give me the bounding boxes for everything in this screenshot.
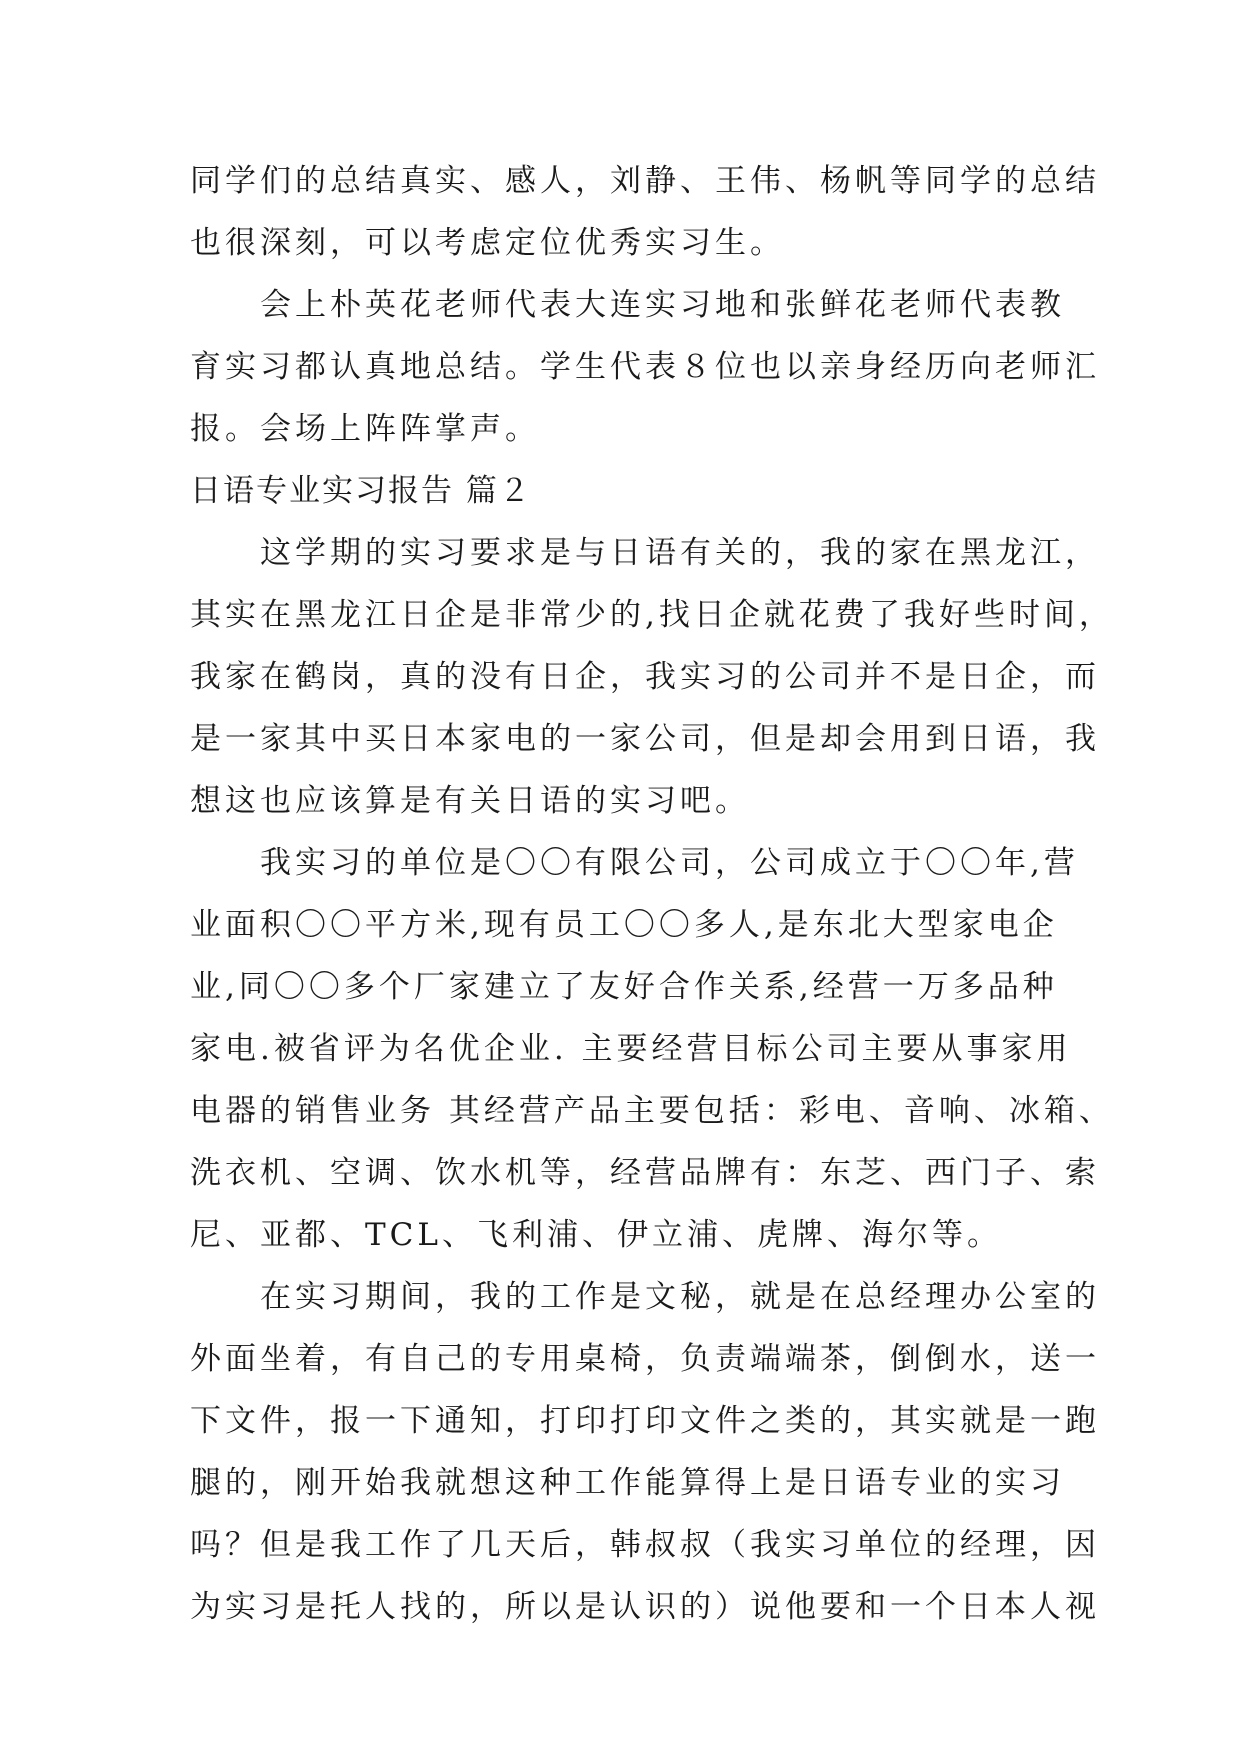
text-line: 其实在黑龙江日企是非常少的,找日企就花费了我好些时间，	[190, 597, 1114, 633]
text-line: 我家在鹤岗，真的没有日企，我实习的公司并不是日企，而	[190, 659, 1100, 695]
text-line: 是一家其中买日本家电的一家公司，但是却会用到日语，我	[190, 721, 1100, 757]
document-body	[190, 150, 1114, 1638]
text-line: 育实习都认真地总结。学生代表８位也以亲身经历向老师汇	[190, 349, 1100, 385]
text-line: 报。会场上阵阵掌声。	[190, 411, 540, 447]
text-line: 尼、亚都、TCL、飞利浦、伊立浦、虎牌、海尔等。	[190, 1217, 1002, 1253]
text-line: 外面坐着，有自己的专用桌椅，负责端端茶，倒倒水，送一	[190, 1341, 1100, 1377]
text-line: 下文件，报一下通知，打印打印文件之类的，其实就是一跑	[190, 1403, 1100, 1439]
text-line: 也很深刻，可以考虑定位优秀实习生。	[190, 225, 785, 261]
text-line: 洗衣机、空调、饮水机等，经营品牌有：东芝、西门子、索	[190, 1155, 1100, 1191]
paragraph-start-line: 我实习的单位是〇〇有限公司，公司成立于〇〇年,营	[260, 845, 1079, 881]
text-line: 同学们的总结真实、感人，刘静、王伟、杨帆等同学的总结	[190, 163, 1100, 199]
text-line: 业,同〇〇多个厂家建立了友好合作关系,经营一万多品种	[190, 969, 1058, 1005]
text-line: 吗？但是我工作了几天后，韩叔叔（我实习单位的经理，因	[190, 1527, 1100, 1563]
text-line: 腿的，刚开始我就想这种工作能算得上是日语专业的实习	[190, 1465, 1065, 1501]
text-line: 业面积〇〇平方米,现有员工〇〇多人,是东北大型家电企	[190, 907, 1058, 943]
text-line: 想这也应该算是有关日语的实习吧。	[190, 783, 750, 819]
section-heading: 日语专业实习报告 篇２	[190, 473, 532, 509]
text-line: 为实习是托人找的，所以是认识的）说他要和一个日本人视	[190, 1589, 1100, 1625]
paragraph-start-line: 会上朴英花老师代表大连实习地和张鲜花老师代表教	[260, 287, 1065, 323]
paragraph-start-line: 在实习期间，我的工作是文秘，就是在总经理办公室的	[260, 1279, 1100, 1315]
paragraph-start-line: 这学期的实习要求是与日语有关的，我的家在黑龙江，	[260, 535, 1100, 571]
text-line: 家电.被省评为名优企业. 主要经营目标公司主要从事家用	[190, 1031, 1072, 1067]
text-line: 电器的销售业务 其经营产品主要包括：彩电、音响、冰箱、	[190, 1093, 1114, 1129]
